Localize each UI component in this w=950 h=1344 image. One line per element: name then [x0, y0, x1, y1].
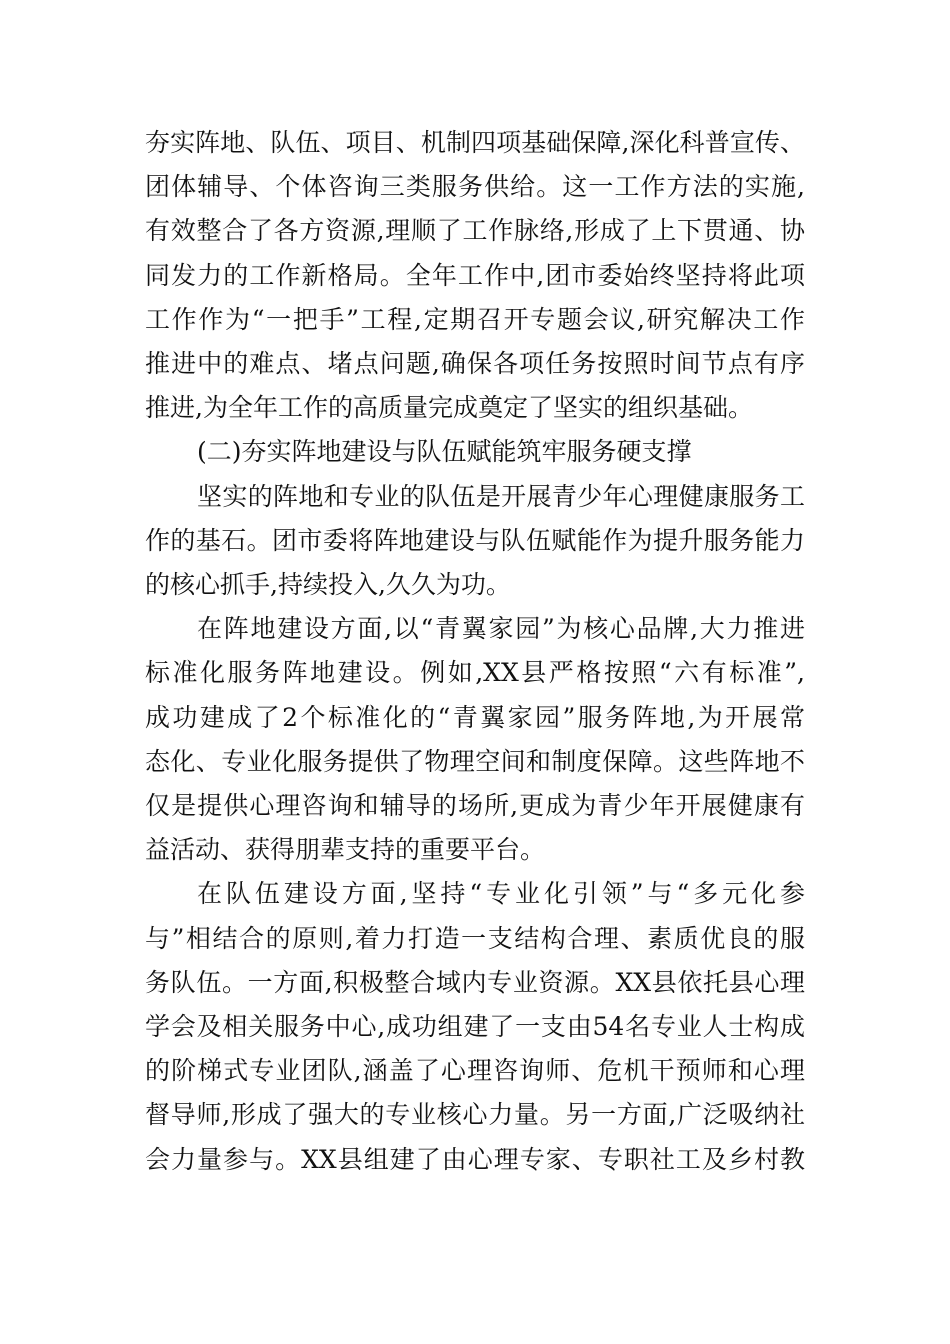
text-line: 成功建成了2个标准化的“青翼家园”服务阵地,为开展常	[145, 702, 805, 732]
text-line: 务队伍。一方面,积极整合域内专业资源。XX县依托县心理	[145, 967, 805, 997]
text-line: 推进,为全年工作的高质量完成奠定了坚实的组织基础。	[145, 393, 753, 423]
text-line: 工作作为“一把手”工程,定期召开专题会议,研究解决工作	[145, 304, 805, 334]
heading-text: (二)夯实阵地建设与队伍赋能筑牢服务硬支撑	[197, 437, 692, 467]
text-line: 同发力的工作新格局。全年工作中,团市委始终坚持将此项	[145, 260, 805, 290]
text-line: 团体辅导、个体咨询三类服务供给。这一工作方法的实施,	[145, 172, 805, 202]
text-line: 在阵地建设方面,以“青翼家园”为核心品牌,大力推进	[197, 614, 805, 644]
text-line: 夯实阵地、队伍、项目、机制四项基础保障,深化科普宣传、	[145, 128, 805, 157]
text-line: 学会及相关服务中心,成功组建了一支由54名专业人士构成	[145, 1012, 805, 1041]
text-line: 有效整合了各方资源,理顺了工作脉络,形成了上下贯通、协	[145, 216, 805, 246]
text-line: 推进中的难点、堵点问题,确保各项任务按照时间节点有序	[145, 349, 805, 378]
text-line: 的核心抓手,持续投入,久久为功。	[145, 570, 511, 599]
text-line: 与”相结合的原则,着力打造一支结构合理、素质优良的服	[145, 923, 805, 953]
text-line: 坚实的阵地和专业的队伍是开展青少年心理健康服务工	[197, 481, 805, 511]
text-line: 态化、专业化服务提供了物理空间和制度保障。这些阵地不	[145, 746, 805, 776]
text-line: 益活动、获得朋辈支持的重要平台。	[145, 835, 546, 865]
text-line: 督导师,形成了强大的专业核心力量。另一方面,广泛吸纳社	[145, 1100, 805, 1130]
text-line: 在队伍建设方面,坚持“专业化引领”与“多元化参	[197, 879, 805, 909]
text-line: 标准化服务阵地建设。例如,XX县严格按照“六有标准”,	[145, 658, 805, 688]
text-line: 作的基石。团市委将阵地建设与队伍赋能作为提升服务能力	[145, 525, 805, 555]
text-line: 仅是提供心理咨询和辅导的场所,更成为青少年开展健康有	[145, 791, 805, 820]
text-line: 的阶梯式专业团队,涵盖了心理咨询师、危机干预师和心理	[145, 1056, 805, 1086]
text-line: 会力量参与。XX县组建了由心理专家、专职社工及乡村教	[145, 1144, 805, 1174]
